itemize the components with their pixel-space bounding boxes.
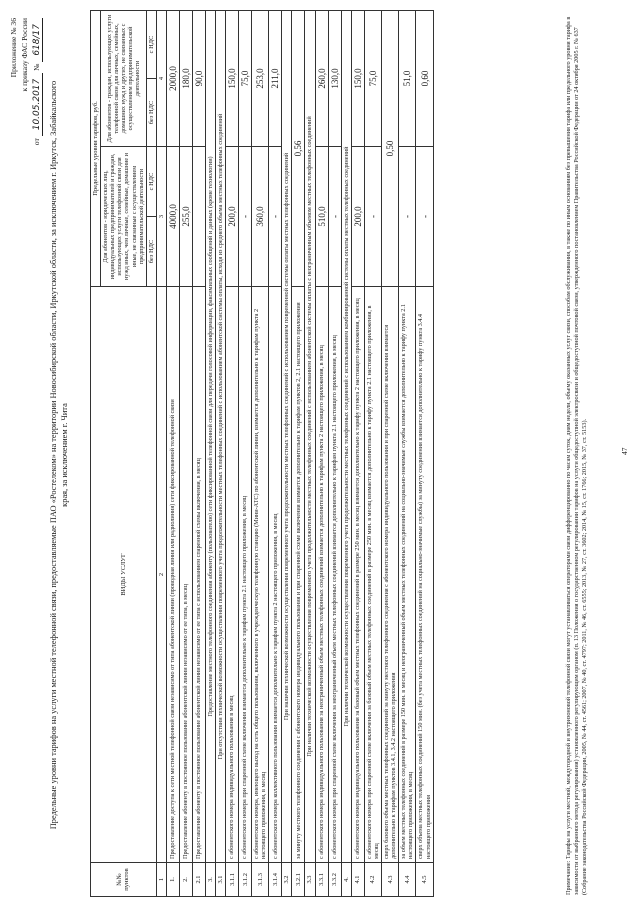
column-index: 3 — [156, 147, 166, 287]
header-without-vat: без НДС — [146, 217, 156, 287]
document-title: Предельные уровни тарифов на услуги местной телефонной связи, предоставляемые ПАО «Ростелеком» на территории Новосибирской области, Иркутской области, за исключением г. Иркутск, Забайкальского края, за исключением г. Чита — [49, 80, 70, 830]
service-description: с абонентского номера индивидуального пользования за неограниченный объем местных телефонных соединений взимается дополнительно к тарифам пункта 2 настоящего приложения, в месяц — [315, 287, 328, 863]
section-heading: При наличии технической возможности осуществления повременного учета продолжительности местных телефонных соединений с использованием повременной системы оплаты местных телефонных соединений — [282, 10, 292, 862]
header-without-vat: без НДС — [146, 79, 156, 147]
number-prefix: № — [31, 63, 41, 71]
header-price-limits: Предельные уровни тарифов, руб. — [91, 10, 101, 286]
price-legal-without-vat: - — [399, 147, 416, 287]
item-number: 3. — [205, 863, 215, 897]
table-row — [179, 10, 192, 896]
header-citizens: Для абонентов - граждан, использующих услуги телефонной связи для личных, семейных, домашних нужд и других, не связанных с осуществлением предпринимательской деятельности — [101, 10, 147, 146]
price-legal-without-vat: 200,0 — [351, 147, 364, 287]
service-description: сверх базового объема местных телефонных соединений за минуту местного телефонного соединения с абонентского номера индивидуального пользования и при спаренной схеме включения взимается дополнительно к тарифам пунктов 3.4.1, 3.4.2 настоящего приложения — [381, 287, 398, 863]
price-legal-without-vat: - — [364, 147, 381, 287]
section-heading: Предоставление местного телефонного соединения абоненту (пользователю) сети фиксированной телефонной связи для передачи голосовой информации, факсимильных сообщений и данных (кроме технологии) — [205, 10, 215, 862]
table-row — [269, 10, 282, 896]
service-description: за минуту местного телефонного соединения с абонентского номера индивидуального пользования и при спаренной схеме включения взимается дополнительно к тарифам пунктов 2, 2.1 настоящего приложения — [292, 287, 305, 863]
price-legal-without-vat: 255,0 — [179, 147, 192, 287]
section-heading: При отсутствии технической возможности осуществления повременного учета продолжительности местных телефонных соединений с использованием абонентской системы оплаты, исходя из среднего объема местных телефонных соединений — [215, 10, 225, 862]
table-row — [416, 10, 433, 896]
column-index: 2 — [156, 287, 166, 863]
tariff-table — [90, 10, 434, 897]
price-citizens-without-vat: 75,0 — [364, 10, 381, 146]
item-number: 4. — [341, 863, 351, 897]
service-description: с абонентского номера коллективного пользования взимается дополнительно к тарифам пункта 2 настоящего приложения, в месяц — [269, 287, 282, 863]
price-citizens-without-vat: 180,0 — [179, 10, 192, 146]
section-row — [205, 10, 215, 896]
appendix-number: Приложение № 36 — [9, 18, 18, 78]
price-legal-without-vat: - — [269, 147, 282, 287]
header-services: ВИДЫ УСЛУГ — [91, 287, 157, 863]
notes-label: Примечание: — [565, 860, 572, 895]
appendix-header — [8, 18, 44, 218]
item-number: 3.1.1 — [226, 863, 239, 897]
price-citizens-without-vat: 75,0 — [239, 10, 252, 146]
column-index: 4 — [156, 10, 166, 146]
service-description: с абонентского номера при спаренной схеме включения взимается дополнительно к тарифам пункта 2.1 настоящего приложения, в месяц — [239, 287, 252, 863]
price-citizens-without-vat: 211,0 — [269, 10, 282, 146]
section-row — [215, 10, 225, 896]
item-number: 3.1.3 — [252, 863, 269, 897]
appendix-date-line — [31, 18, 45, 218]
price-legal-without-vat: - — [416, 147, 433, 287]
price-citizens-without-vat: 150,0 — [226, 10, 239, 146]
section-row — [282, 10, 292, 896]
column-index: 1 — [156, 863, 166, 897]
price-citizens-without-vat: 0,60 — [416, 10, 433, 146]
header-legal-entities: Для абонентов - юридических лиц, индивидуальных предпринимателей и граждан, использующих услуги телефонной связи для нужд иных, чем личные, семейные, домашние и иные, не связанные с осуществлением предпринимательской деятельности — [101, 147, 147, 287]
item-number: 3.3 — [305, 863, 315, 897]
item-number: 3.1.2 — [239, 863, 252, 897]
price-citizens-without-vat: 253,0 — [252, 10, 269, 146]
table-row — [226, 10, 239, 896]
service-description: с абонентского номера индивидуального пользования за базовый объем местных телефонных соединений в размере 250 мин. в месяц взимается дополнительно к тарифу пункта 2 настоящего приложения, в месяц — [351, 287, 364, 863]
table-row — [399, 10, 416, 896]
table-row — [292, 10, 305, 896]
service-description: за объем местных телефонных соединений в размере 150 мин. в месяц и неограниченный объем местных телефонных соединений на социально-значимые службы взимается дополнительно к тарифу пункта 2.1 настоящего приложения, в месяц — [399, 287, 416, 863]
table-row — [381, 10, 398, 896]
item-number: 4.4 — [399, 863, 416, 897]
table-row — [166, 10, 179, 896]
price-citizens-without-vat: 51,0 — [399, 10, 416, 146]
service-description: с абонентского номера при спаренной схеме включения за неограниченный объем местных телефонных соединений взимается дополнительно к тарифам пункта 2.1 настоящего приложения, в месяц — [328, 287, 341, 863]
notes — [565, 15, 589, 895]
service-description: сверх объема местных телефонных соединений 150 мин. (без учета местных телефонных соединений на социально-значимые службы) за минуту соединения взимается дополнительно к тарифу пункта 3.4.4 настоящего приложения — [416, 287, 433, 863]
table-row — [364, 10, 381, 896]
handwritten-date: 10.05.2017 — [32, 73, 43, 137]
page-number: 47 — [620, 447, 629, 455]
section-row — [341, 10, 351, 896]
date-prefix: от — [31, 138, 41, 146]
item-number: 3.3.2 — [328, 863, 341, 897]
price-legal-without-vat: 510,0 — [315, 147, 328, 287]
price-legal-without-vat — [192, 147, 205, 287]
service-description: с абонентского номера при спаренной схеме включения за базовый объем местных телефонных соединений в размере 250 мин. в месяц взимается дополнительно к тарифу пункта 2.1 настоящего приложения, в месяц — [364, 287, 381, 863]
item-number: 4.2 — [364, 863, 381, 897]
table-row — [252, 10, 269, 896]
service-description: Предоставление абоненту в постоянное пользование абонентской линии независимо от ее типа, в месяц — [179, 287, 192, 863]
service-description: Предоставление доступа к сети местной телефонной связи независимо от типа абонентской линии (проводная линия или радиолиния) сети фиксированной телефонной связи — [166, 287, 179, 863]
item-number: 2.1 — [192, 863, 205, 897]
price-citizens-without-vat: 2000,0 — [166, 10, 179, 146]
item-number: 1. — [166, 863, 179, 897]
item-number: 3.2 — [282, 863, 292, 897]
price-citizens-without-vat: 130,0 — [328, 10, 341, 146]
header-item-number: №№ пунктов — [91, 863, 157, 897]
table-row — [239, 10, 252, 896]
table-row — [351, 10, 364, 896]
price-legal-without-vat: - — [239, 147, 252, 287]
price-all-abonents: 0,50 — [381, 10, 398, 286]
header-with-vat: с НДС — [146, 10, 156, 78]
price-legal-without-vat: 4000,0 — [166, 147, 179, 287]
item-number: 3.3.1 — [315, 863, 328, 897]
item-number: 4.5 — [416, 863, 433, 897]
price-all-abonents: 0,56 — [292, 10, 305, 286]
section-row — [305, 10, 315, 896]
item-number: 3.1 — [215, 863, 225, 897]
table-row — [328, 10, 341, 896]
price-citizens-without-vat: 260,0 — [315, 10, 328, 146]
appendix-order: к приказу ФАС России — [20, 18, 30, 92]
table-row — [315, 10, 328, 896]
section-heading: При наличии технической возможности осуществления повременного учета продолжительности местных телефонных соединений с использованием абонентской системы оплаты с неограниченным объемом местных телефонных соединений — [305, 10, 315, 862]
item-number: 3.2.1 — [292, 863, 305, 897]
item-number: 3.1.4 — [269, 863, 282, 897]
item-number: 4.1 — [351, 863, 364, 897]
service-description: с абонентского номера индивидуального пользования в месяц — [226, 287, 239, 863]
section-heading: При наличии технической возможности осуществления повременного учета продолжительности местных телефонных соединений с использованием комбинированной системы оплаты местных телефонных соединений — [341, 10, 351, 862]
notes-text: Тарифы на услуги местной, междугородной и внутризоновой телефонной связи могут устанавливаться операторами связи дифференцированно по часам суток, дням недели, объему оказанных услуг связи, способам обслуживания, в также по иным основаниям без превышения тарифа или предельного уровня тарифа в зависимости от выбранного метода регулирования) установленного регулирующим органом (п. 13 Положения о государственном регулировании тарифов на услуги общедоступной электросвязи и общедоступной почтовой связи, утвержденного постановлением Правительства Российской Федерации от 24 октября 2005 г. № 637 (Собрание законодательства Российской Федерации, 2005, № 44, ст. 4561; 2007, № 40, ст. 4797; 2011, № 46, ст. 6555; 2013, № 27, ст. 3602; 2014, № 15, ст. 1766; 2015, № 37, ст. 5153). — [565, 16, 589, 895]
item-number: 4.3 — [381, 863, 398, 897]
header-with-vat: с НДС — [146, 147, 156, 217]
price-legal-without-vat: - — [328, 147, 341, 287]
handwritten-number: 618/17 — [32, 18, 43, 62]
price-citizens-without-vat: 90,0 — [192, 10, 205, 146]
service-description: Предоставление абоненту в постоянное пользование абонентской линии независимо от ее типа с использованием спаренной схемы включения, в месяц — [192, 287, 205, 863]
price-legal-without-vat: 200,0 — [226, 147, 239, 287]
item-number: 2. — [179, 863, 192, 897]
table-row — [192, 10, 205, 896]
price-citizens-without-vat: 150,0 — [351, 10, 364, 146]
service-description: с абонентского номера, имеющего выход на сеть общего пользования, включенного в учрежденческую телефонную станцию (Мини-АТС) по абонентской линии, взимается дополнительно к тарифам пункта 2 настоящего приложения, в месяц — [252, 287, 269, 863]
price-legal-without-vat: 360,0 — [252, 147, 269, 287]
